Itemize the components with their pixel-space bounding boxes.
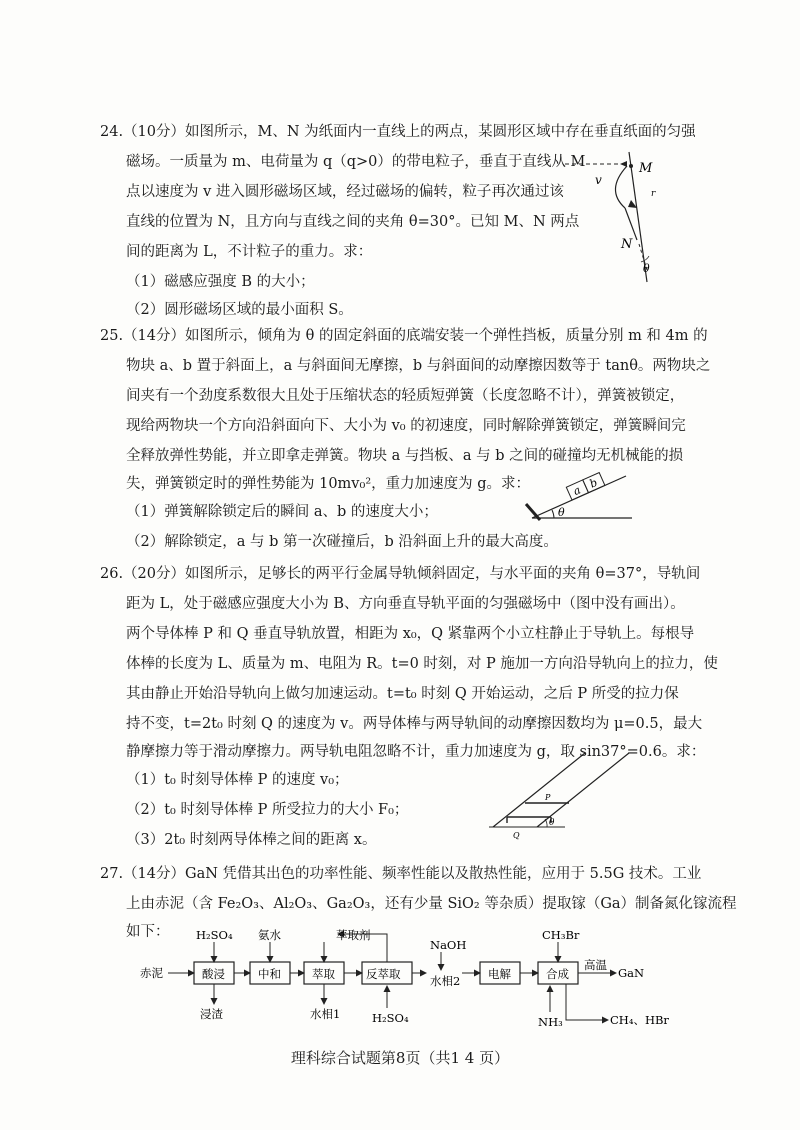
flow-reagent: 氨水 <box>258 928 281 942</box>
flow-box-label: 合成 <box>546 967 569 981</box>
q25-line: 失，弹簧锁定时的弹性势能为 10mv₀²，重力加速度为 g。求： <box>126 476 531 492</box>
q25-line: 现给两物块一个方向沿斜面向下、大小为 v₀ 的初速度，同时解除弹簧锁定，弹簧瞬间完 <box>126 418 686 434</box>
flow-start: 赤泥 <box>140 966 163 980</box>
q25-line: 25.（14分）如图所示，倾角为 θ 的固定斜面的底端安装一个弹性挡板，质量分别 m 和 4m 的 <box>100 328 708 344</box>
flow-reagent: H₂SO₄ <box>372 1011 409 1025</box>
label-theta: θ <box>643 262 650 275</box>
q24-line: 24.（10分）如图所示，M、N 为纸面内一直线上的两点，某圆形区域中存在垂直纸面的匀强 <box>100 124 696 140</box>
flow-condition: 高温 <box>584 958 607 972</box>
flow-reagent: H₂SO₄ <box>196 928 233 942</box>
q24-line: 磁场。一质量为 m、电荷量为 q（q>0）的带电粒子，垂直于直线从 M <box>126 154 586 170</box>
label-theta: θ <box>558 506 565 519</box>
label-v: v <box>595 173 602 187</box>
flow-box-label: 酸浸 <box>202 967 225 981</box>
label-m: M <box>639 161 653 176</box>
q27-line: 27.（14分）GaN 凭借其出色的功率性能、频率性能以及散热性能，应用于 5.5G 技术。工业 <box>100 866 702 882</box>
q27-line: 上由赤泥（含 Fe₂O₃、Al₂O₃、Ga₂O₃，还有少量 SiO₂ 等杂质）提取镓（Ga）制备氮化镓流程 <box>126 896 737 912</box>
q26-line: 持不变，t=2t₀ 时刻 Q 的速度为 v。两导体棒与两导轨间的动摩擦因数均为 μ=0.5，最大 <box>126 716 703 732</box>
q25-subquestion: （1）弹簧解除锁定后的瞬间 a、b 的速度大小； <box>126 504 438 520</box>
flow-box-label: 电解 <box>488 967 511 981</box>
flow-output: 浸渣 <box>200 1007 223 1021</box>
q27-line: 如下： <box>126 924 170 940</box>
flow-output: 水相1 <box>310 1007 341 1021</box>
q26-subquestion: （2）t₀ 时刻导体棒 P 所受拉力的大小 F₀； <box>126 802 409 818</box>
flow-box-label: 反萃取 <box>366 967 401 981</box>
q26-line: 26.（20分）如图所示，足够长的两平行金属导轨倾斜固定，与水平面的夹角 θ=37°，导轨间 <box>100 566 701 582</box>
process-flow-diagram <box>140 928 680 1040</box>
label-theta: θ <box>549 818 555 828</box>
q24-line: 直线的位置为 N，且方向与直线之间的夹角 θ=30°。已知 M、N 两点 <box>126 214 580 230</box>
q26-subquestion: （1）t₀ 时刻导体棒 P 的速度 v₀； <box>126 772 349 788</box>
q25-line: 全释放弹性势能，并立即拿走弹簧。物块 a 与挡板、a 与 b 之间的碰撞均无机械能的损 <box>126 448 684 464</box>
flow-output: 水相2 <box>430 974 461 988</box>
flow-reagent: CH₃Br <box>542 928 580 942</box>
q25-subquestion: （2）解除锁定，a 与 b 第一次碰撞后，b 沿斜面上升的最大高度。 <box>126 534 558 550</box>
q26-line: 体棒的长度为 L、质量为 m、电阻为 R。t=0 时刻，对 P 施加一方向沿导轨向上的拉力，使 <box>126 656 718 672</box>
flow-product: GaN <box>618 966 645 980</box>
label-a: a <box>571 483 583 498</box>
flow-box-label: 中和 <box>258 967 281 981</box>
q26-line: 静摩擦力等于滑动摩擦力。两导轨电阻忽略不计，重力加速度为 g，取 sin37°=0.6。求： <box>126 744 706 760</box>
q24-line: 间的距离为 L，不计粒子的重力。求： <box>126 244 373 260</box>
q25-line: 物块 a、b 置于斜面上，a 与斜面间无摩擦，b 与斜面间的动摩擦因数等于 tanθ。两物块之 <box>126 358 711 374</box>
label-q: Q <box>513 831 520 840</box>
q24-figure <box>565 150 675 290</box>
flow-reagent: 萃取剂 <box>336 928 371 942</box>
q25-line: 间夹有一个劲度系数很大且处于压缩状态的轻质短弹簧（长度忽略不计），弹簧被锁定， <box>126 388 685 404</box>
label-p: P <box>545 793 551 802</box>
q26-subquestion: （3）2t₀ 时刻两导体棒之间的距离 x。 <box>126 832 377 848</box>
flow-box-label: 萃取 <box>312 967 335 981</box>
q24-subquestion: （1）磁感应强度 B 的大小； <box>126 274 315 290</box>
page-footer: 理科综合试题第8页（共1 4 页） <box>290 1049 510 1067</box>
q26-line: 其由静止开始沿导轨向上做匀加速运动。t=t₀ 时刻 Q 开始运动，之后 P 所受的拉力保 <box>126 686 679 702</box>
q25-figure <box>522 470 637 530</box>
label-r: r <box>651 189 656 199</box>
q24-line: 点以速度为 v 进入圆形磁场区域，经过磁场的偏转，粒子再次通过该 <box>126 184 564 200</box>
label-n: N <box>621 237 633 252</box>
q26-line: 距为 L，处于磁感应强度大小为 B、方向垂直导轨平面的匀强磁场中（图中没有画出）。 <box>126 596 685 612</box>
q26-figure <box>485 745 640 840</box>
flow-reagent: NH₃ <box>538 1015 563 1029</box>
q26-line: 两个导体棒 P 和 Q 垂直导轨放置，相距为 x₀，Q 紧靠两个小立柱静止于导轨上。每根导 <box>126 626 695 642</box>
flow-reagent: NaOH <box>430 938 467 952</box>
label-b: b <box>587 475 600 491</box>
q24-subquestion: （2）圆形磁场区域的最小面积 S。 <box>126 302 353 318</box>
flow-output: CH₄、HBr <box>610 1013 669 1027</box>
